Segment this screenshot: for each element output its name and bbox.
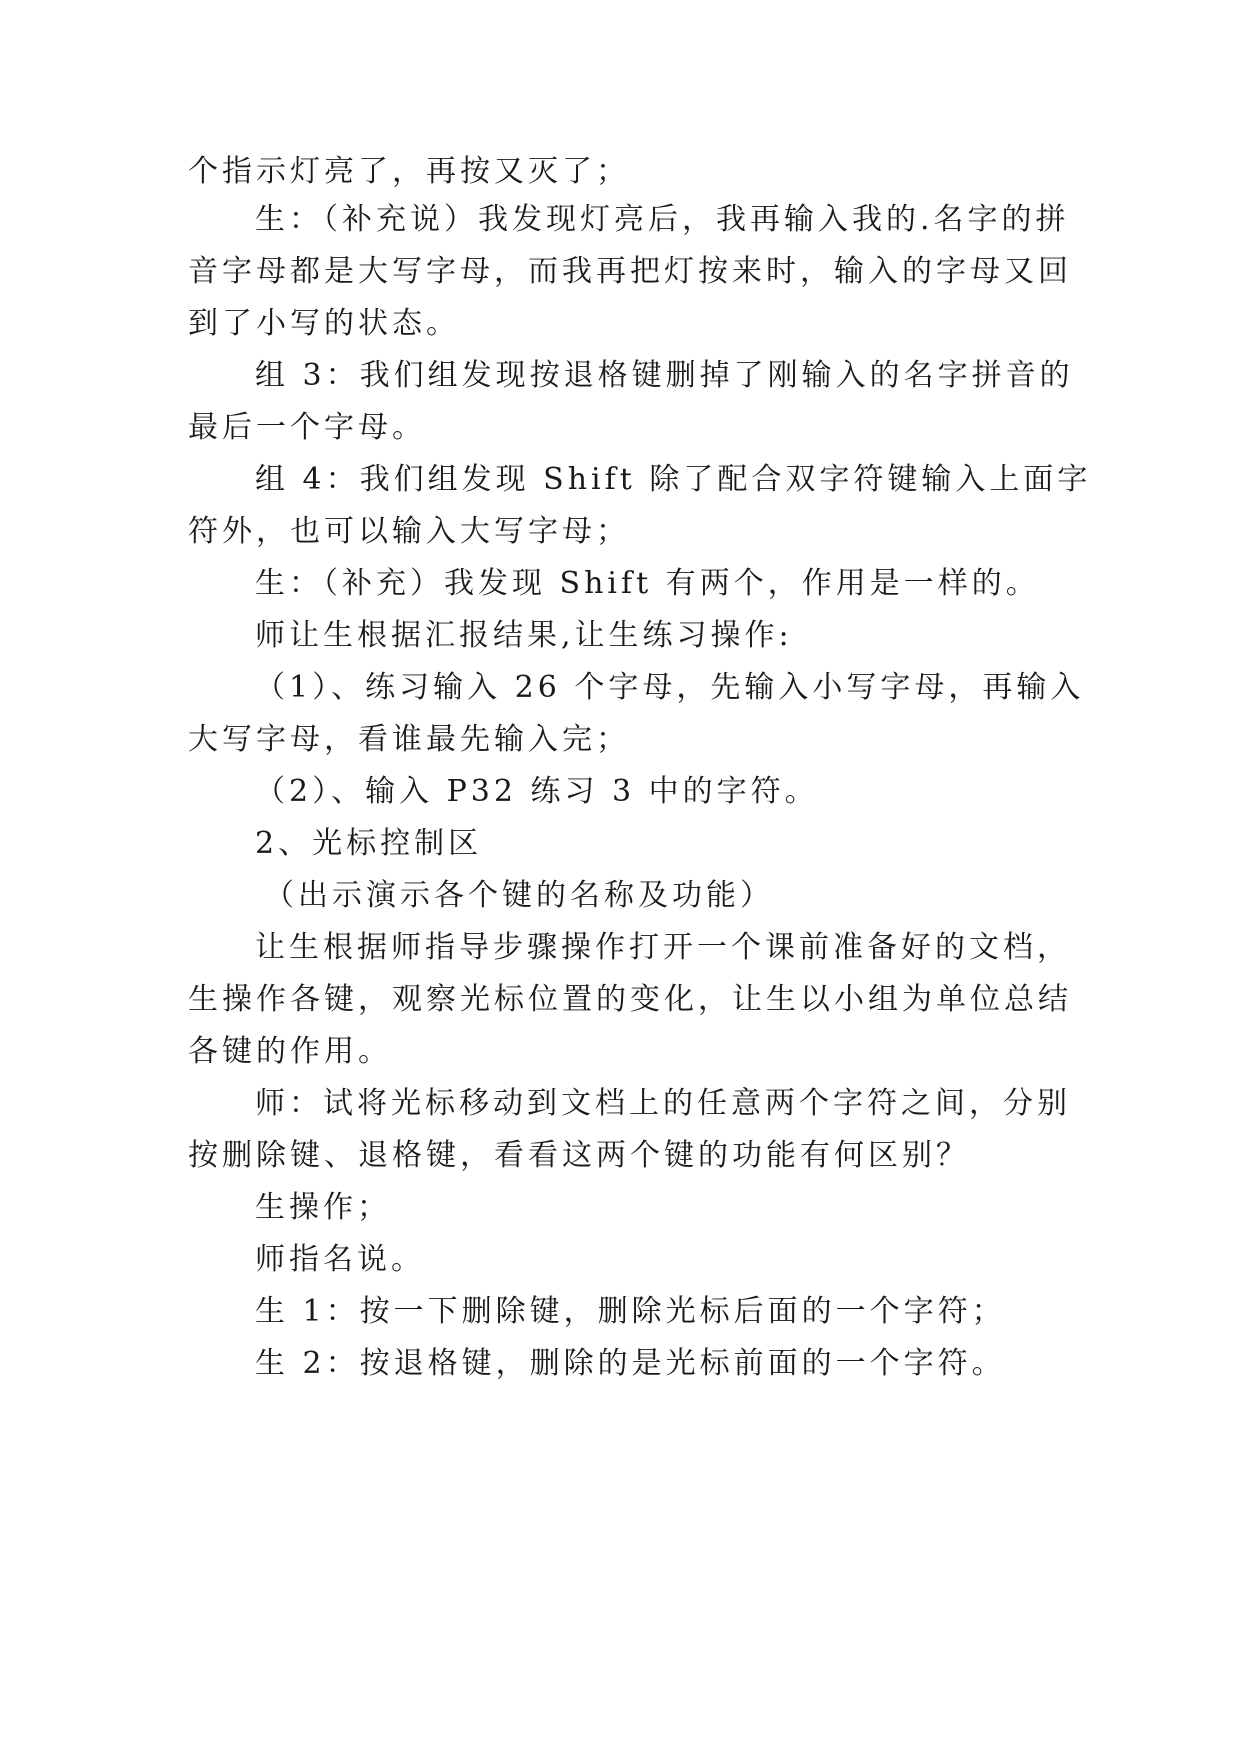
text-line: 大写字母，看谁最先输入完； [188, 722, 630, 757]
text-line: 组 3：我们组发现按退格键删掉了刚输入的名字拼音的 [255, 358, 1074, 393]
text-line: 师：试将光标移动到文档上的任意两个字符之间，分别 [255, 1086, 1071, 1121]
text-line: 最后一个字母。 [188, 410, 426, 445]
text-line: 按删除键、退格键，看看这两个键的功能有何区别？ [188, 1138, 970, 1173]
text-line: 音字母都是大写字母，而我再把灯按来时，输入的字母又回 [188, 254, 1072, 289]
text-line: （出示演示各个键的名称及功能） [264, 878, 774, 913]
text-line: 个指示灯亮了，再按又灭了； [188, 154, 630, 189]
text-line: 师让生根据汇报结果,让生练习操作: [255, 618, 793, 653]
text-line: 符外，也可以输入大写字母； [188, 514, 630, 549]
text-line: 生：（补充）我发现 Shift 有两个，作用是一样的。 [255, 566, 1040, 601]
text-line: 到了小写的状态。 [188, 306, 460, 341]
text-line: 生操作各键，观察光标位置的变化，让生以小组为单位总结 [188, 982, 1072, 1017]
text-line: 师指名说。 [255, 1242, 425, 1277]
text-line: 生 2：按退格键，删除的是光标前面的一个字符。 [255, 1346, 1006, 1381]
text-line: 让生根据师指导步骤操作打开一个课前准备好的文档， [255, 930, 1071, 965]
text-line: 生：（补充说）我发现灯亮后，我再输入我的.名字的拼 [255, 202, 1070, 237]
text-line: 生操作； [255, 1190, 391, 1225]
section-heading: 2、光标控制区 [255, 826, 483, 861]
text-line: 生 1：按一下删除键，删除光标后面的一个字符； [255, 1294, 1006, 1329]
text-line: （1）、练习输入 26 个字母，先输入小写字母，再输入 [255, 670, 1085, 705]
text-line: （2）、输入 P32 练习 3 中的字符。 [255, 774, 819, 809]
text-line: 组 4：我们组发现 Shift 除了配合双字符键输入上面字 [255, 462, 1092, 497]
text-line: 各键的作用。 [188, 1034, 392, 1069]
